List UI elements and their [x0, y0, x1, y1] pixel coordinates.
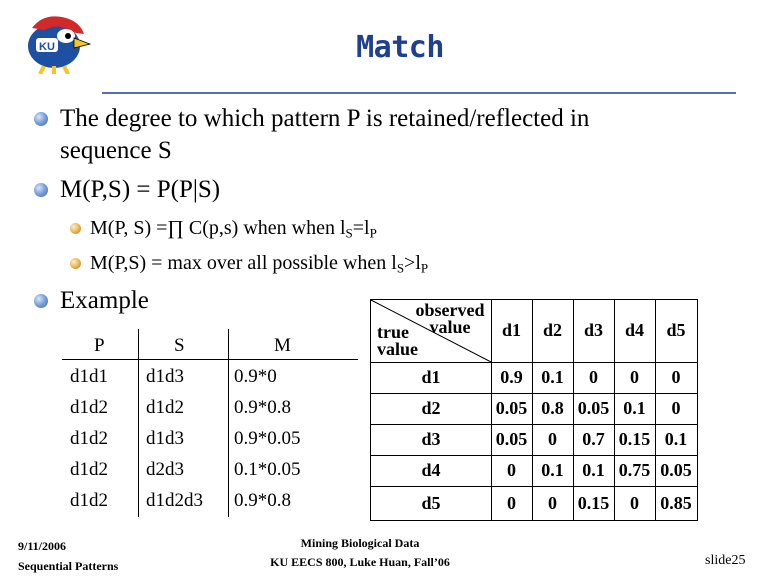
table-cell: d1d1 [70, 366, 108, 387]
table-cell: 0.9*0.8 [234, 490, 291, 511]
column-header: d2 [542, 320, 562, 340]
footer-course-title: Mining Biological Data [300, 536, 420, 550]
row-label: d1 [421, 367, 441, 387]
sub-bullet-icon [70, 258, 81, 269]
sub-bullet-text: M(P, S) =∏ C(p,s) when when $l_S=l_P$ [90, 217, 377, 241]
bullet-icon [34, 183, 48, 197]
footer-subject: Sequential Patterns [18, 559, 119, 573]
confusion-table [370, 299, 698, 521]
matrix-cell: 0 [507, 460, 516, 480]
bullet-text: The degree to which pattern P is retained/reflected in [60, 105, 590, 132]
matrix-cell: 0.1 [541, 367, 564, 387]
table-cell: d1d2 [70, 490, 108, 511]
table-cell: 0.1*0.05 [234, 459, 301, 480]
footer-left [18, 536, 118, 576]
bullet-text: Example [60, 287, 149, 314]
table-cell: d2d3 [146, 459, 184, 480]
table-cell: d1d3 [146, 366, 184, 387]
matrix-cell: 0.05 [495, 429, 528, 449]
footer-date: 9/11/2006 [18, 539, 67, 553]
matrix-cell: 0.9 [500, 367, 523, 387]
slide-title: Match [356, 30, 444, 65]
table-cell: 0.9*0.05 [234, 428, 301, 449]
jayhawk-logo [14, 8, 92, 74]
column-header: d5 [666, 320, 686, 340]
footer-center [250, 534, 470, 572]
table-cell: d1d2 [70, 428, 108, 449]
table-cell: d1d2 [70, 397, 108, 418]
matrix-cell: 0.75 [618, 460, 651, 480]
matrix-cell: 0.1 [664, 429, 688, 449]
matrix-cell: 0 [548, 493, 557, 513]
table-header: M [274, 335, 291, 356]
matrix-cell: 0.05 [660, 460, 692, 480]
matrix-cell: 0.8 [541, 398, 564, 418]
matrix-cell: 0 [671, 398, 681, 418]
matrix-cell: 0.1 [541, 460, 564, 480]
sub-bullet-text: M(P,S) = max over all possible when $l_S>l_P$ [90, 252, 429, 276]
sub-bullet-icon [70, 223, 81, 234]
row-label: d4 [421, 460, 441, 480]
row-label: d3 [421, 429, 441, 449]
matrix-cell: 0.1 [623, 398, 646, 418]
matrix-cell: 0 [589, 367, 598, 387]
matrix-cell: 0 [671, 367, 681, 387]
table-cell: d1d2 [146, 397, 184, 418]
matrix-cell: 0.15 [618, 429, 651, 449]
table-cell: d1d2 [70, 459, 108, 480]
matrix-cell: 0 [548, 429, 557, 449]
column-header: d3 [583, 320, 603, 340]
table-header: P [94, 335, 105, 356]
matrix-cell: 0 [630, 367, 639, 387]
svg-text:KU: KU [39, 41, 55, 53]
matrix-cell: 0.7 [582, 429, 605, 449]
matrix-cell: 0 [630, 493, 639, 513]
bullet-text: sequence S [60, 137, 172, 164]
row-label: d2 [421, 398, 441, 418]
matrix-cell: 0.05 [495, 398, 528, 418]
bullet-icon [34, 112, 48, 126]
matrix-cell: 0.15 [577, 493, 610, 513]
column-header: d1 [501, 320, 521, 340]
matrix-cell: 0.05 [577, 398, 610, 418]
matrix-cell: 0 [507, 493, 516, 513]
row-label: d5 [421, 493, 441, 513]
bullet-text: M(P,S) = P(P|S) [60, 176, 221, 203]
table-cell: 0.9*0 [234, 366, 277, 387]
table-cell: d1d2d3 [146, 490, 203, 511]
title-divider [102, 92, 736, 94]
matrix-cell: 0.1 [582, 460, 605, 480]
table-header: S [174, 335, 185, 356]
column-header: d4 [624, 320, 644, 340]
corner-observed-label: observed value [415, 300, 485, 337]
bullet-icon [34, 294, 48, 308]
corner-true-label: true value [377, 322, 419, 359]
matrix-cell: 0.85 [660, 493, 692, 513]
table-cell: d1d3 [146, 428, 184, 449]
table-cell: 0.9*0.8 [234, 397, 291, 418]
footer-course-info: KU EECS 800, Luke Huan, Fall’06 [270, 555, 450, 569]
slide-number: slide25 [705, 553, 746, 568]
